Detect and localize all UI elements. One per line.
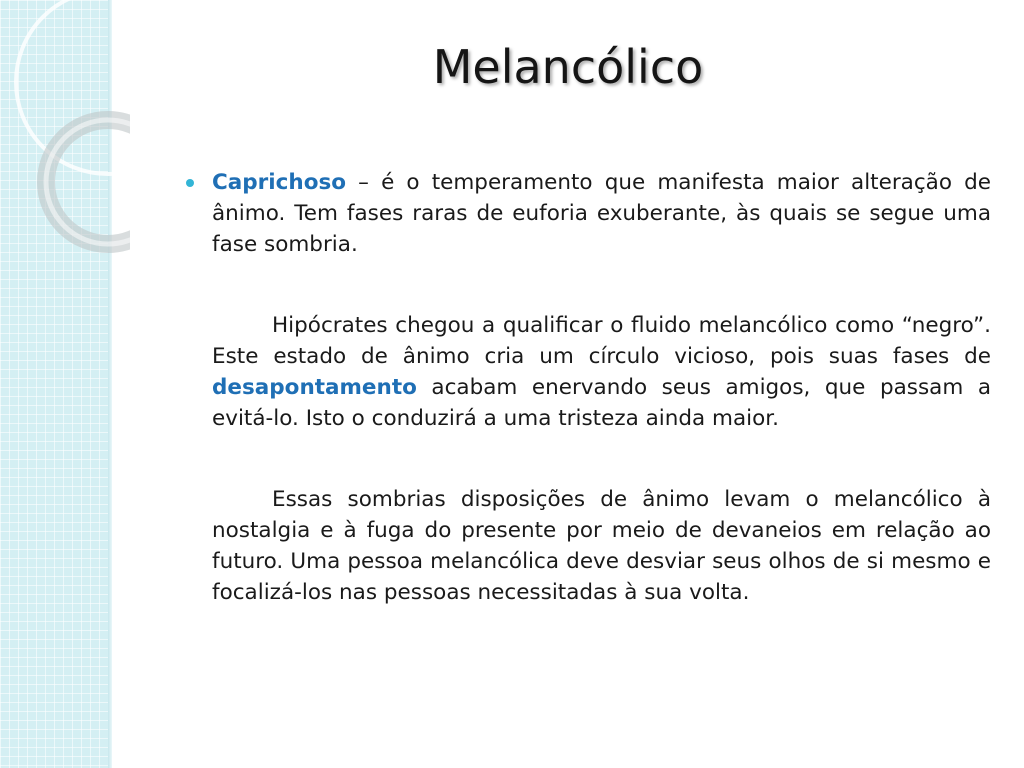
paragraph-2-text-start: Hipócrates chegou a qualificar o fluido melancólico como “negro”. Este estado de ânimo cria um círculo vicioso, pois suas fases de xyxy=(212,313,991,369)
paragraph-disposicoes xyxy=(212,484,991,608)
paragraph-hipocrates xyxy=(212,310,991,434)
keyword-desapontamento: desapontamento xyxy=(212,375,417,400)
paragraph-1-text: – é o temperamento que manifesta maior alteração de ânimo. Tem fases raras de euforia exuberante, às quais se segue uma fase sombria. xyxy=(212,170,991,257)
paragraph-2-text-end: acabam enervando seus amigos, que passam a evitá-lo. Isto o conduzirá a uma tristeza ainda maior. xyxy=(212,375,991,431)
bullet-dot-icon xyxy=(186,179,194,187)
keyword-caprichoso: Caprichoso xyxy=(212,170,347,195)
decorative-rings xyxy=(0,0,130,260)
paragraph-3-text: Essas sombrias disposições de ânimo levam o melancólico à nostalgia e à fuga do presente por meio de devaneios em relação ao futuro. Uma pessoa melancólica deve desviar seus olhos de si mesmo e focalizá-los nas pessoas necessitadas à sua volta. xyxy=(212,487,991,605)
slide-title: Melancólico xyxy=(432,40,704,94)
small-ring xyxy=(46,120,130,244)
paragraph-caprichoso xyxy=(212,167,991,260)
slide-body xyxy=(212,167,991,658)
